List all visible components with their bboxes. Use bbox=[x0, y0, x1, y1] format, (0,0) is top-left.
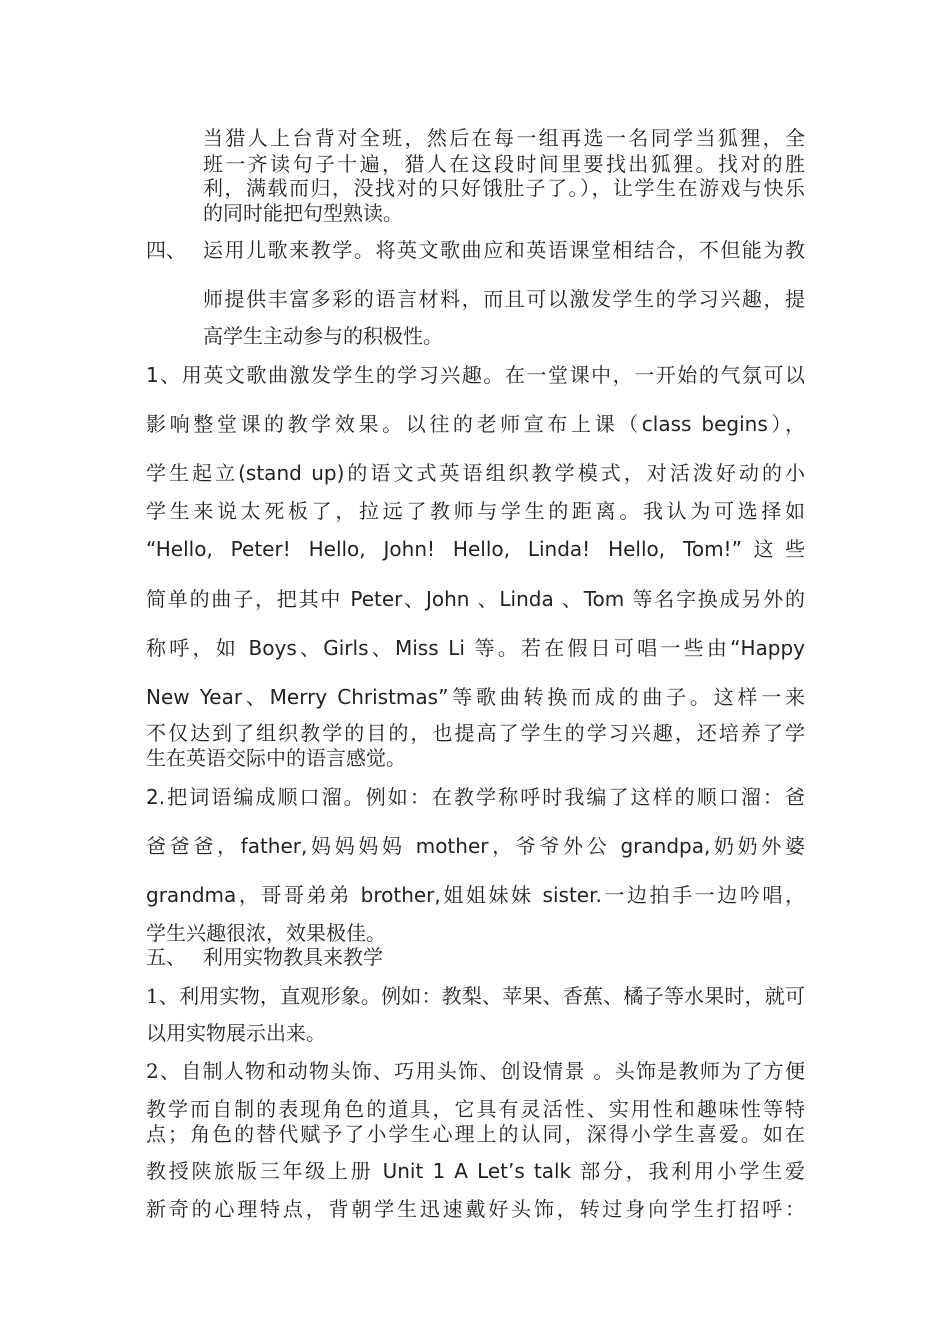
paragraph-line: 学生兴趣很浓，效果极佳。 bbox=[146, 921, 386, 945]
paragraph-line: 生在英语交际中的语言感觉。 bbox=[146, 746, 406, 770]
paragraph-line: 以用实物展示出来。 bbox=[146, 1021, 326, 1045]
paragraph-line: 教学而自制的表现角色的道具，它具有灵活性、实用性和趣味性等特 bbox=[146, 1097, 805, 1121]
paragraph-line: 不仅达到了组织教学的目的，也提高了学生的学习兴趣，还培养了学 bbox=[146, 721, 805, 745]
section-heading-line: 师提供丰富多彩的语言材料，而且可以激发学生的学习兴趣，提 bbox=[203, 287, 805, 311]
paragraph-line: 新奇的心理特点，背朝学生迅速戴好头饰，转过身向学生打招呼： bbox=[146, 1197, 805, 1221]
paragraph-line: grandma，哥哥弟弟 brother,姐姐妹妹 sister.一边拍手一边吟唱， bbox=[146, 883, 805, 907]
paragraph-line: “Hello, Peter! Hello, John! Hello, Linda! Hello, Tom!”这些 bbox=[146, 537, 805, 561]
paragraph-line: 学生来说太死板了，拉远了教师与学生的距离。我认为可选择如 bbox=[146, 499, 805, 523]
section-title: 利用实物教具来教学 bbox=[203, 945, 383, 969]
paragraph-line: 简单的曲子，把其中 Peter、John 、Linda 、Tom 等名字换成另外的 bbox=[146, 587, 805, 611]
section-heading-line: 高学生主动参与的积极性。 bbox=[203, 324, 443, 348]
paragraph-line: 学生起立(stand up)的语文式英语组织教学模式，对活泼好动的小 bbox=[146, 461, 805, 485]
paragraph-line: 点；角色的替代赋予了小学生心理上的认同，深得小学生喜爱。如在 bbox=[146, 1122, 805, 1146]
section-marker: 四、 bbox=[146, 238, 186, 262]
section-heading-line: 运用儿歌来教学。将英文歌曲应和英语课堂相结合，不但能为教 bbox=[203, 238, 805, 262]
paragraph-line: 的同时能把句型熟读。 bbox=[203, 201, 403, 225]
paragraph-line: 利，满载而归，没找对的只好饿肚子了。），让学生在游戏与快乐 bbox=[203, 176, 805, 200]
paragraph-line: 2、自制人物和动物头饰、巧用头饰、创设情景 。头饰是教师为了方便 bbox=[146, 1059, 805, 1083]
paragraph-line: 教授陕旅版三年级上册 Unit 1 A Let’s talk 部分，我利用小学生爱 bbox=[146, 1159, 805, 1183]
section-marker: 五、 bbox=[146, 945, 186, 969]
paragraph-line: 称呼，如 Boys、Girls、Miss Li 等。若在假日可唱一些由“Happy bbox=[146, 636, 805, 660]
paragraph-line: New Year、Merry Christmas”等歌曲转换而成的曲子。这样一来 bbox=[146, 685, 805, 709]
paragraph-line: 当猎人上台背对全班，然后在每一组再选一名同学当狐狸，全 bbox=[203, 126, 805, 150]
paragraph-line: 2.把词语编成顺口溜。例如：在教学称呼时我编了这样的顺口溜：爸 bbox=[146, 785, 805, 809]
paragraph-line: 影响整堂课的教学效果。以往的老师宣布上课（class begins）， bbox=[146, 412, 805, 436]
paragraph-line: 爸爸爸，father,妈妈妈妈 mother，爷爷外公 grandpa,奶奶外婆 bbox=[146, 834, 805, 858]
paragraph-line: 1、用英文歌曲激发学生的学习兴趣。在一堂课中，一开始的气氛可以 bbox=[146, 363, 805, 387]
paragraph-line: 1、利用实物，直观形象。例如：教梨、苹果、香蕉、橘子等水果时，就可 bbox=[146, 984, 805, 1008]
paragraph-line: 班一齐读句子十遍，猎人在这段时间里要找出狐狸。找对的胜 bbox=[203, 152, 805, 176]
